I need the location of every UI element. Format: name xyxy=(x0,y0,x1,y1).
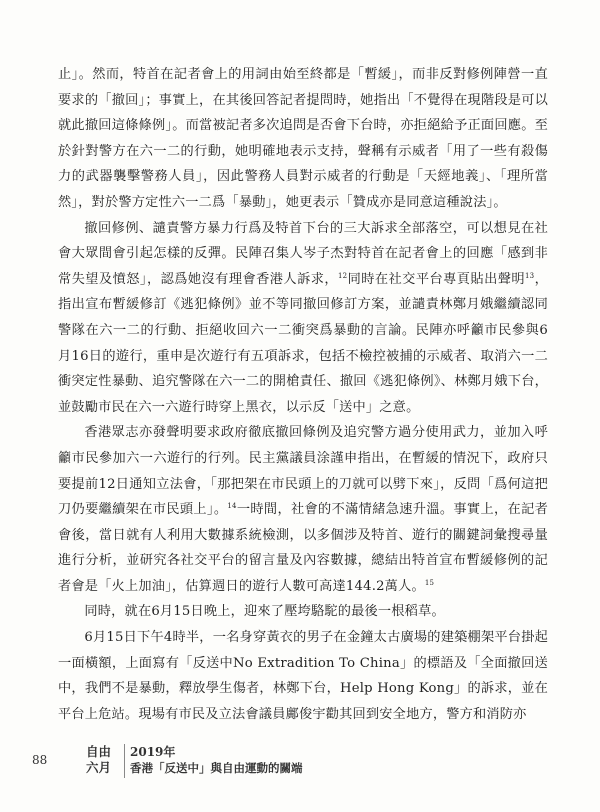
footer-divider xyxy=(124,744,125,778)
paragraph-text: 6月15日下午4時半，一名身穿黃衣的男子在金鐘太古廣場的建築棚架平台掛起一面橫額，上面寫有「反送中No Extradition To China」的標語及「全面撤回送中，我們不是暴動，釋放學生傷者，林鄭下台，Help Hong Kong」的訴求，並在平台上危站。現場有市民及立法會議員鄺俊宇勸其回到安全地方，警方和消防亦 xyxy=(58,630,548,722)
page-number: 88 xyxy=(32,753,48,767)
footnote-marker: 12 xyxy=(338,271,348,280)
article-body xyxy=(58,62,548,727)
footnote-marker: 14 xyxy=(227,502,237,511)
paragraph-text: ，指出宣布暫緩修訂《逃犯條例》並不等同撤回修訂方案，並譴責林鄭月娥繼續認同警隊在六一二的行動、拒絕收回六一二衝突爲暴動的言論。民陣亦呼籲市民參與6月16日的遊行，重申是次遊行有五項訴求，包括不檢控被捕的示威者、取消六一二衝突定性暴動、追究警隊在六一二的開槍責任、撤回《逃犯條例》、林鄭月娥下台，並鼓勵市民在六一六遊行時穿上黑衣，以示反「送中」之意。 xyxy=(58,271,548,415)
journal-name xyxy=(86,744,120,776)
paragraph-text: 香港眾志亦發聲明要求政府徹底撤回條例及追究警方過分使用武力，並加入呼籲市民參加六一六遊行的行列。民主黨議員涂謹申指出，在暫緩的情況下，政府只要提前12日通知立法會，「那把架在市民頭上的刀就可以劈下來」，反問「爲何這把刀仍要繼續架在市民頭上」。 xyxy=(58,425,548,518)
paragraph-text: 一時間，社會的不滿情緒急速升溫。事實上，在記者會後，當日就有人利用大數據系統檢測，以多個涉及特首、遊行的關鍵詞彙搜尋量進行分析，並研究各社交平台的留言量及內容數據，總結出特首宣布暫緩修例的記者會是「火上加油」，估算週日的遊行人數可高達144.2萬人。 xyxy=(58,502,549,594)
paragraph xyxy=(58,420,548,599)
footnote-marker: 13 xyxy=(525,271,535,280)
paragraph-text: 同時在社交平台專頁貼出聲明 xyxy=(347,271,526,287)
footer-meta xyxy=(130,744,303,776)
page-footer xyxy=(32,742,352,782)
journal-name-line1: 自由 xyxy=(86,744,112,759)
paragraph xyxy=(58,599,548,625)
footer-subtitle: 香港「反送中」與自由運動的關端 xyxy=(130,761,303,775)
paragraph-text: 同時，就在6月15日晚上，迎來了壓垮駱駝的最後一根稻草。 xyxy=(84,604,445,620)
footer-year: 2019年 xyxy=(130,745,176,759)
paragraph-text: 撤回修例、譴責警方暴力行爲及特首下台的三大訴求全部落空，可以想見在社會大眾間會引起怎樣的反彈。民陣召集人岑子杰對特首在記者會上的回應「感到非常失望及憤怒」，認爲她沒有理會香港人訴求， xyxy=(58,220,548,287)
paragraph xyxy=(58,62,548,216)
paragraph xyxy=(58,216,548,421)
footnote-marker: 15 xyxy=(424,578,435,587)
paragraph-text: 止」。然而，特首在記者會上的用詞由始至終都是「暫緩」，而非反對修例陣營一直要求的「撤回」；事實上，在其後回答記者提問時，她指出「不覺得在現階段是可以就此撤回這條條例」。而當被記者多次追問是否會下台時，亦拒絕給予正面回應。至於針對警方在六一二的行動，她明確地表示支持，聲稱有示威者「用了一些有殺傷力的武器襲擊警務人員」，因此警務人員對示威者的行動是「天經地義」、「理所當然」，對於警方定性六一二爲「暴動」，她更表示「贊成亦是同意這種說法」。 xyxy=(58,67,548,210)
paragraph xyxy=(58,625,548,727)
journal-name-line2: 六月 xyxy=(86,760,112,775)
